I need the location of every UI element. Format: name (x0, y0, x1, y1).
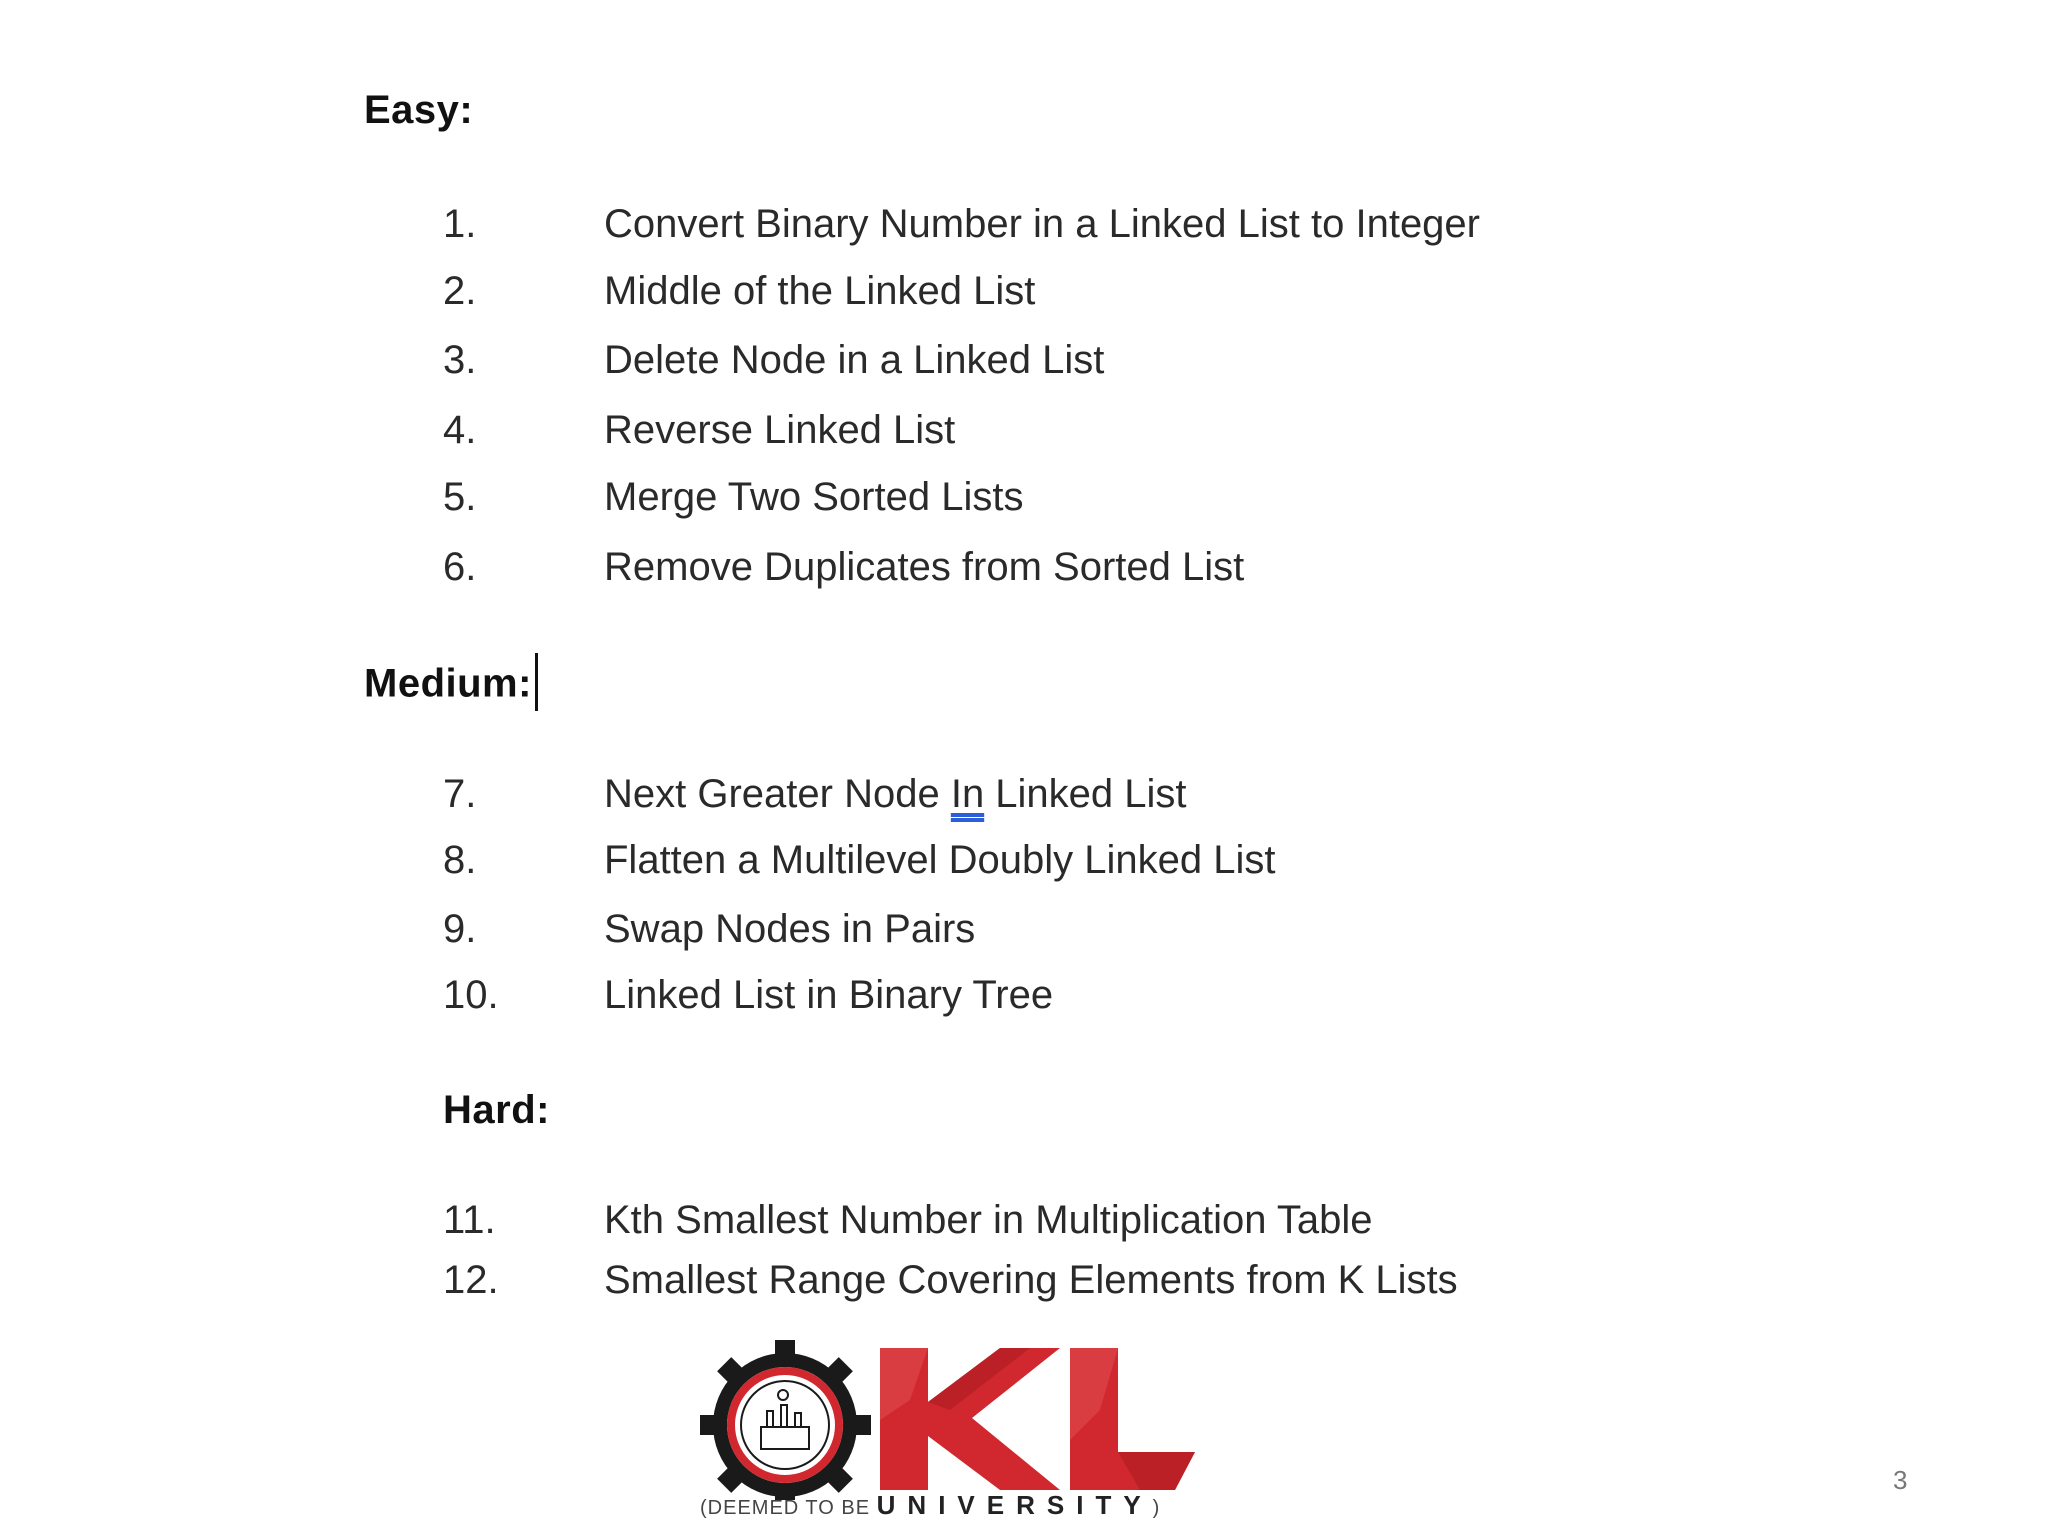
list-item-text: Convert Binary Number in a Linked List to Integer (604, 202, 1480, 246)
list-item-text-after: Linked List (984, 772, 1187, 816)
list-item-text: Linked List in Binary Tree (604, 973, 1054, 1017)
section-heading-hard: Hard: (443, 1088, 550, 1132)
page-number: 3 (1893, 1465, 1908, 1495)
list-item-text: Middle of the Linked List (604, 269, 1036, 313)
list-item-text: Delete Node in a Linked List (604, 338, 1105, 382)
text-cursor (535, 653, 538, 711)
list-item-number: 1. (443, 202, 477, 246)
list-item-text: Merge Two Sorted Lists (604, 475, 1024, 519)
list-item-number: 2. (443, 269, 477, 313)
grammar-flagged-word[interactable]: In (950, 772, 985, 816)
logo-tagline-university: UNIVERSITY (876, 1490, 1153, 1520)
list-item-number: 3. (443, 338, 477, 382)
list-item-number: 5. (443, 475, 477, 519)
section-heading-medium-label: Medium: (364, 661, 532, 706)
kl-letters-icon (880, 1348, 1195, 1490)
logo-graphic (700, 1340, 1220, 1500)
list-item-number: 10. (443, 973, 499, 1017)
list-item-text: Remove Duplicates from Sorted List (604, 545, 1245, 589)
gear-seal-icon (700, 1340, 871, 1500)
list-item-text (604, 772, 1187, 817)
list-item-text: Reverse Linked List (604, 408, 956, 452)
section-heading-easy: Easy: (364, 88, 474, 132)
list-item-text: Smallest Range Covering Elements from K Lists (604, 1258, 1458, 1302)
logo-tagline (700, 1490, 1160, 1521)
list-item-number: 6. (443, 545, 477, 589)
list-item-number: 4. (443, 408, 477, 452)
logo-tagline-prefix: (DEEMED TO BE (700, 1497, 871, 1519)
logo-tagline-suffix: ) (1152, 1497, 1161, 1519)
list-item-number: 7. (443, 772, 477, 816)
list-item-text: Flatten a Multilevel Doubly Linked List (604, 838, 1276, 882)
list-item-number: 8. (443, 838, 477, 882)
list-item-text-before: Next Greater Node (604, 772, 951, 816)
list-item-text: Kth Smallest Number in Multiplication Table (604, 1198, 1373, 1242)
list-item-number: 9. (443, 907, 477, 951)
section-heading-medium[interactable] (364, 657, 538, 715)
list-item-text: Swap Nodes in Pairs (604, 907, 976, 951)
list-item-number: 12. (443, 1258, 499, 1302)
list-item-number: 11. (443, 1198, 496, 1242)
